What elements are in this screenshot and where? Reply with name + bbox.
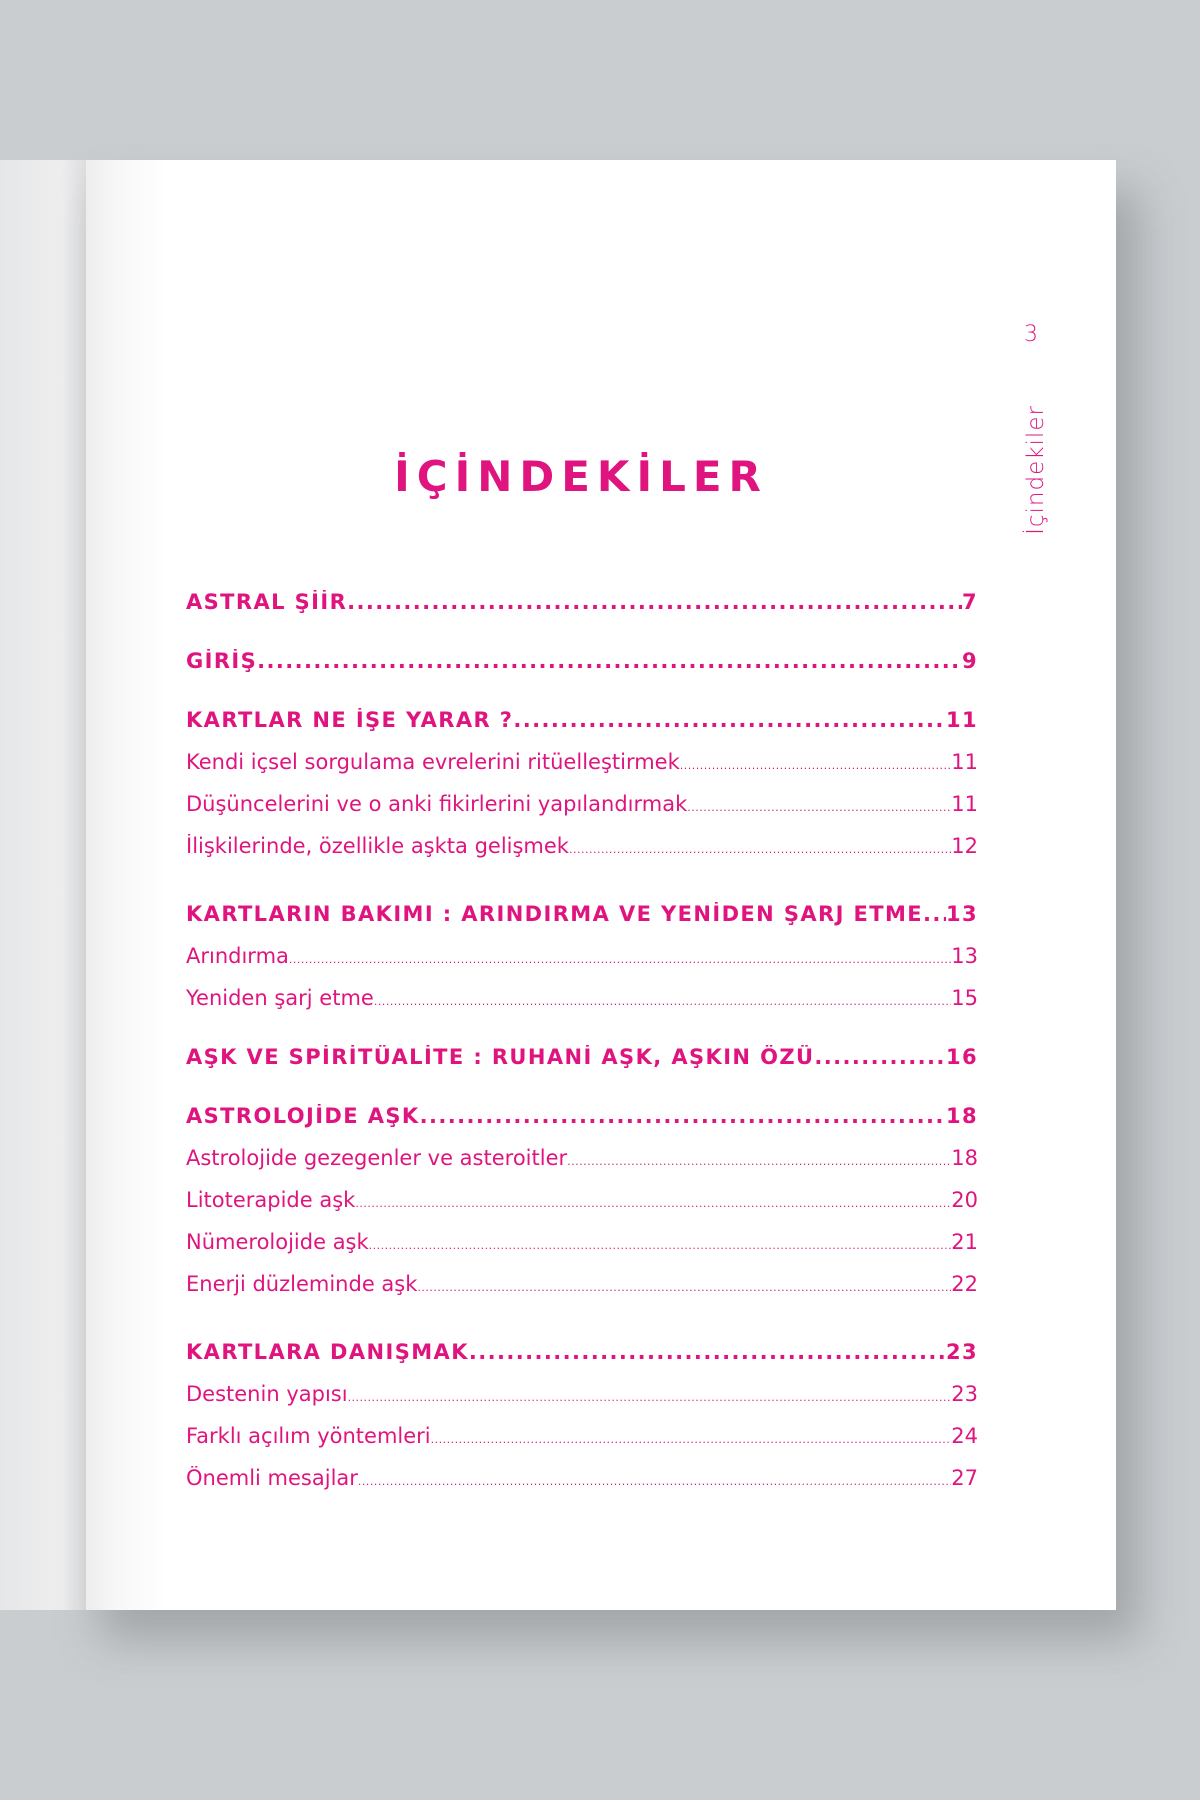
toc-entry-label: Litoterapide aşk bbox=[186, 1188, 356, 1212]
toc-entry-page: 23 bbox=[951, 1382, 978, 1406]
toc-entry[interactable] bbox=[186, 708, 978, 732]
toc-entry[interactable] bbox=[186, 1146, 978, 1170]
toc-entry-page: 13 bbox=[951, 944, 978, 968]
toc-entry-label: KARTLAR NE İŞE YARAR ? bbox=[186, 708, 514, 732]
toc-entry-page: 13 bbox=[945, 902, 978, 926]
toc-leader-dots bbox=[680, 759, 952, 772]
toc-leader-dots bbox=[257, 649, 962, 673]
toc-entry[interactable] bbox=[186, 590, 978, 614]
toc-entry-label: Düşüncelerini ve o anki fikirlerini yapılandırmak bbox=[186, 792, 688, 816]
toc-leader-dots bbox=[513, 708, 946, 732]
toc-entry[interactable] bbox=[186, 834, 978, 858]
toc-entry-page: 7 bbox=[961, 590, 978, 614]
toc-entry-label: Farklı açılım yöntemleri bbox=[186, 1424, 431, 1448]
toc-entry-label: Enerji düzleminde aşk bbox=[186, 1272, 418, 1296]
toc-entry-page: 22 bbox=[951, 1272, 978, 1296]
toc-leader-dots bbox=[417, 1281, 951, 1294]
toc-leader-dots bbox=[567, 1155, 951, 1168]
toc-entry-label: Nümerolojide aşk bbox=[186, 1230, 369, 1254]
toc-entry[interactable] bbox=[186, 649, 978, 673]
toc-entry-page: 16 bbox=[945, 1045, 978, 1069]
toc-leader-dots bbox=[687, 801, 951, 814]
toc-leader-dots bbox=[814, 1045, 946, 1069]
facing-page-edge bbox=[0, 160, 88, 1610]
toc-leader-dots bbox=[923, 902, 946, 926]
toc-entry[interactable] bbox=[186, 1272, 978, 1296]
toc-entry-page: 15 bbox=[951, 986, 978, 1010]
toc-entry-label: AŞK VE SPİRİTÜALİTE : RUHANİ AŞK, AŞKIN ÖZÜ bbox=[186, 1045, 815, 1069]
toc-entry-page: 9 bbox=[961, 649, 978, 673]
toc-leader-dots bbox=[358, 1475, 951, 1488]
toc-entry-label: Önemli mesajlar bbox=[186, 1466, 358, 1490]
toc-entry[interactable] bbox=[186, 1424, 978, 1448]
running-head: İçindekiler bbox=[1023, 405, 1049, 535]
page-number: 3 bbox=[1024, 322, 1038, 347]
toc-entry-label: ASTROLOJİDE AŞK bbox=[186, 1104, 420, 1128]
toc-entry-page: 24 bbox=[951, 1424, 978, 1448]
toc-entry[interactable] bbox=[186, 986, 978, 1010]
toc-leader-dots bbox=[420, 1104, 946, 1128]
toc-entry[interactable] bbox=[186, 902, 978, 926]
toc-entry[interactable] bbox=[186, 1188, 978, 1212]
toc-entry[interactable] bbox=[186, 750, 978, 774]
toc-leader-dots bbox=[431, 1433, 952, 1446]
toc-leader-dots bbox=[369, 1239, 952, 1252]
toc-entry-label: KARTLARA DANIŞMAK bbox=[186, 1340, 469, 1364]
toc-leader-dots bbox=[347, 590, 962, 614]
toc-entry-label: Kendi içsel sorgulama evrelerini ritüelleştirmek bbox=[186, 750, 680, 774]
toc-entry-page: 11 bbox=[951, 750, 978, 774]
toc-entry-page: 18 bbox=[945, 1104, 978, 1128]
toc-entry[interactable] bbox=[186, 1340, 978, 1364]
toc-entry-label: Destenin yapısı bbox=[186, 1382, 348, 1406]
toc-entry-label: Arındırma bbox=[186, 944, 289, 968]
toc-leader-dots bbox=[289, 953, 951, 966]
toc-entry[interactable] bbox=[186, 792, 978, 816]
toc-entry-label: Yeniden şarj etme bbox=[186, 986, 374, 1010]
toc-entry-page: 20 bbox=[951, 1188, 978, 1212]
toc-leader-dots bbox=[348, 1391, 952, 1404]
toc-leader-dots bbox=[374, 995, 951, 1008]
toc-entry-page: 11 bbox=[945, 708, 978, 732]
toc-entry-page: 23 bbox=[945, 1340, 978, 1364]
toc-entry[interactable] bbox=[186, 1045, 978, 1069]
toc-entry[interactable] bbox=[186, 1230, 978, 1254]
toc-entry-page: 21 bbox=[951, 1230, 978, 1254]
toc-entry-page: 18 bbox=[951, 1146, 978, 1170]
toc-leader-dots bbox=[569, 843, 951, 856]
toc-entry-page: 27 bbox=[951, 1466, 978, 1490]
toc-entry-label: KARTLARIN BAKIMI : ARINDIRMA VE YENİDEN ŞARJ ETME bbox=[186, 902, 924, 926]
toc-entry-label: Astrolojide gezegenler ve asteroitler bbox=[186, 1146, 568, 1170]
toc-leader-dots bbox=[355, 1197, 951, 1210]
toc-entry[interactable] bbox=[186, 1382, 978, 1406]
toc-leader-dots bbox=[469, 1340, 946, 1364]
toc-entry[interactable] bbox=[186, 944, 978, 968]
page-title: İÇİNDEKİLER bbox=[394, 452, 768, 501]
toc-entry-label: İlişkilerinde, özellikle aşkta gelişmek bbox=[186, 834, 569, 858]
toc-entry[interactable] bbox=[186, 1466, 978, 1490]
toc-entry-page: 12 bbox=[951, 834, 978, 858]
toc-entry-label: GİRİŞ bbox=[186, 649, 258, 673]
toc-entry[interactable] bbox=[186, 1104, 978, 1128]
toc-entry-label: ASTRAL ŞİİR bbox=[186, 590, 348, 614]
toc-entry-page: 11 bbox=[951, 792, 978, 816]
